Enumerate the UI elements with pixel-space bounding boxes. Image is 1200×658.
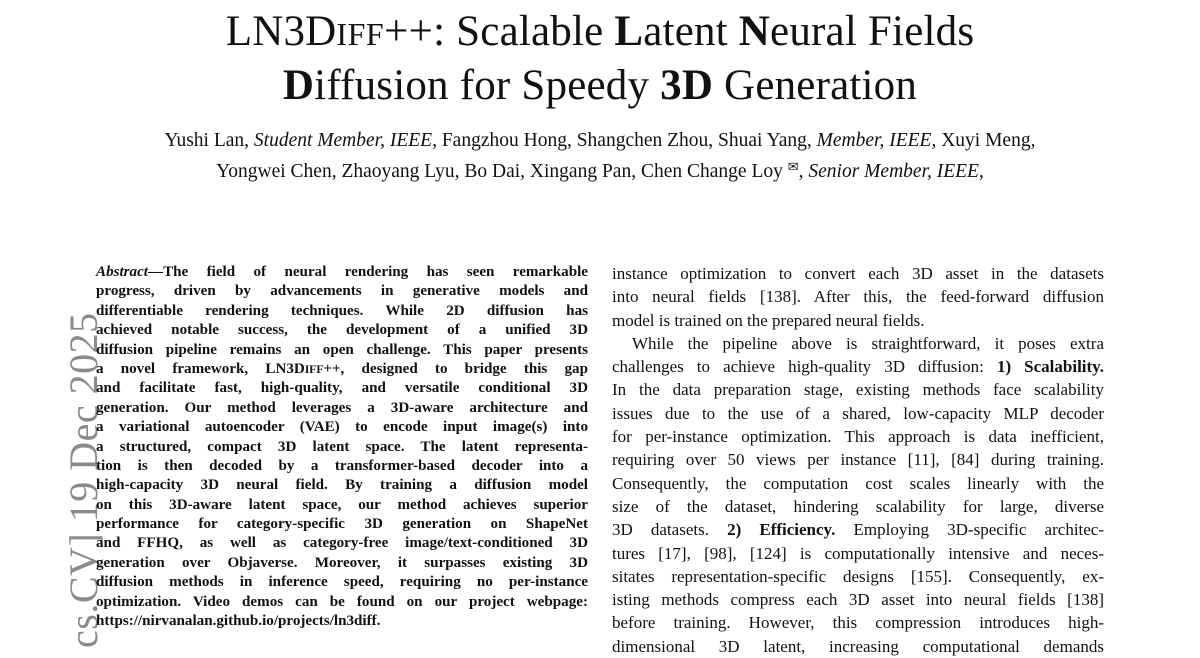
title-part: ++: Scalable (384, 8, 615, 55)
abstract-text: ++, designed to bridge this gap (323, 360, 588, 377)
body-line: Consequently, the computation cost scales linearly with the (612, 473, 1104, 493)
author-affiliation: Senior Member, IEEE (808, 161, 979, 182)
title-part: L (614, 8, 644, 55)
body-line: isting methods compress each 3D asset into neural fields [138] (612, 590, 1104, 610)
abstract-line: and FFHQ, as well as category-free image/text-conditioned 3D (96, 535, 588, 552)
body-column-right (612, 262, 1104, 658)
abstract-line: and facilitate fast, high-quality, and versatile conditional 3D (96, 380, 588, 397)
title-part: N (738, 8, 771, 55)
author-list (0, 128, 1200, 185)
abstract-label: Abstract (96, 264, 148, 280)
body-line: instance optimization to convert each 3D asset in the datasets (612, 264, 1104, 283)
abstract-line: diffusion pipeline remains an open challenge. This paper presents (96, 341, 588, 358)
author-text: , Fangzhou Hong, Shangchen Zhou, Shuai Yang, (432, 130, 817, 151)
title-part: Generation (713, 62, 918, 109)
body-line (612, 518, 1104, 541)
abstract-line: differentiable rendering techniques. While 2D diffusion has (96, 302, 588, 319)
abstract-line: a structured, compact 3D latent space. The latent representa- (96, 438, 588, 455)
body-line: In the data preparation stage, existing methods face scalability (612, 380, 1104, 400)
abstract-text: IFF (304, 363, 324, 376)
body-line: tures [17], [98], [124] is computationally intensive and neces- (612, 543, 1104, 563)
title-line-2 (0, 60, 1200, 112)
abstract-block (96, 263, 588, 631)
title-line-1 (0, 6, 1200, 60)
body-line: size of the dataset, hindering scalability for large, diverse (612, 496, 1104, 516)
body-line: issues due to the use of a shared, low-capacity MLP decoder (612, 403, 1104, 423)
abstract-text: —The field of neural rendering has seen remarkable (148, 264, 588, 280)
title-part: atent (643, 8, 739, 55)
body-line: While the pipeline above is straightforward, it poses extra (632, 333, 1104, 353)
abstract-line (96, 263, 588, 282)
author-affiliation: Student Member, IEEE (253, 130, 433, 151)
body-bold: 2) Efficiency. (727, 520, 836, 540)
body-bold: 1) Scalability. (996, 357, 1104, 377)
author-text: , (798, 161, 809, 182)
title-part: 3D (660, 62, 714, 109)
title-part: LN3D (225, 8, 337, 55)
abstract-line: a variational autoencoder (VAE) to encode input image(s) into (96, 419, 588, 436)
body-line: into neural fields [138]. After this, the feed-forward diffusion (612, 287, 1104, 307)
author-affiliation: Member, IEEE (816, 130, 932, 151)
title-part: iffusion for Speedy (314, 62, 661, 109)
abstract-text: a novel framework, LN3D (96, 360, 305, 377)
title-part: eural Fields (770, 8, 975, 55)
body-line (612, 355, 1104, 378)
abstract-line: tion is then decoded by a transformer-based decoder into a (96, 457, 588, 474)
body-line: dimensional 3D latent, increasing computational demands (612, 636, 1104, 656)
author-text: , (978, 161, 984, 182)
title-part: D (282, 62, 315, 109)
abstract-line: progress, driven by advancements in generative models and (96, 283, 588, 300)
body-line: requiring over 50 views per instance [11], [84] during training. (612, 450, 1104, 470)
abstract-line: generation over Objaverse. Moreover, it surpasses existing 3D (96, 554, 588, 571)
author-text: Yushi Lan, (164, 130, 254, 151)
envelope-icon: ✉ (787, 159, 799, 174)
body-text: challenges to achieve high-quality 3D diffusion: (612, 357, 997, 377)
abstract-line: high-capacity 3D neural field. By training a diffusion model (96, 477, 588, 494)
title-part: IFF (336, 16, 385, 52)
project-link[interactable]: https://nirvanalan.github.io/projects/ln3diff. (96, 613, 381, 630)
author-text: , Xuyi Meng, (931, 130, 1036, 151)
author-line-1 (0, 128, 1200, 154)
body-line: before training. However, this compression introduces high- (612, 613, 1104, 633)
body-line: for per-instance optimization. This approach is data inefficient, (612, 427, 1104, 447)
author-line-2 (0, 154, 1200, 185)
arxiv-stamp: cs.CV] 19 Dec 2025 (61, 312, 106, 648)
body-text: 3D datasets. (612, 520, 728, 540)
abstract-line: diffusion methods in inference speed, requiring no per-instance (96, 574, 588, 591)
abstract-line: performance for category-specific 3D generation on ShapeNet (96, 516, 588, 533)
body-text: Employing 3D-specific architec- (835, 520, 1105, 540)
abstract-line: on this 3D-aware latent space, our method achieves superior (96, 496, 588, 513)
paper-title (0, 6, 1200, 112)
abstract-line: achieved notable success, the development of a unified 3D (96, 322, 588, 339)
abstract-line (96, 360, 588, 379)
body-line: sitates representation-specific designs [155]. Consequently, ex- (612, 566, 1104, 586)
body-line: model is trained on the prepared neural fields. (612, 310, 925, 330)
abstract-line: generation. Our method leverages a 3D-aware architecture and (96, 399, 588, 416)
author-text: Yongwei Chen, Zhaoyang Lyu, Bo Dai, Xingang Pan, Chen Change Loy (216, 161, 788, 182)
abstract-line: optimization. Video demos can be found on our project webpage: (96, 593, 588, 610)
